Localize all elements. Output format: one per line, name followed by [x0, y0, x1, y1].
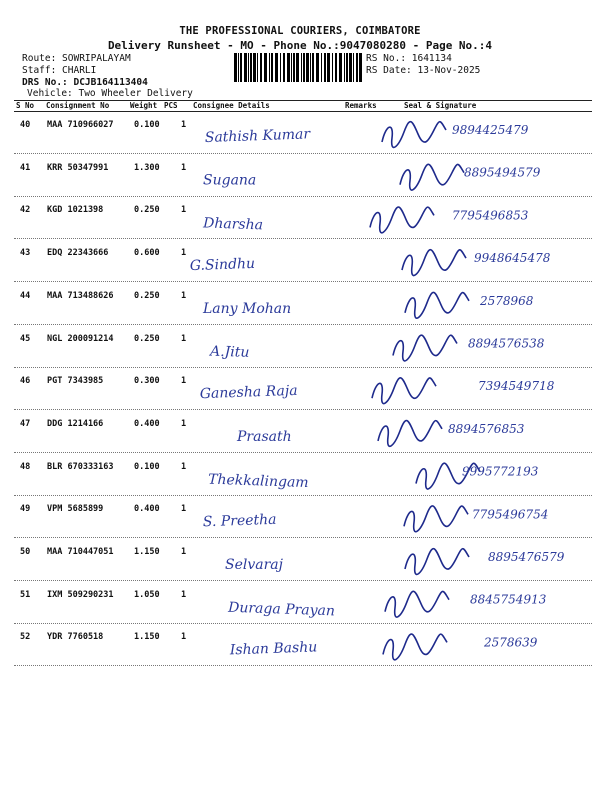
row-consignment-no: MAA 713488626	[47, 290, 114, 301]
drs-number: DRS No.: DCJB164113404	[22, 77, 148, 88]
signature-phone-number: 8894576853	[448, 421, 525, 436]
row-weight: 1.150	[134, 632, 160, 643]
row-pcs: 1	[181, 418, 187, 429]
signature-phone-number: 9995772193	[462, 464, 539, 479]
signature-phone-number: 2578968	[480, 293, 534, 308]
row-sno: 47	[20, 418, 31, 429]
signature-scribble	[400, 164, 464, 190]
row-pcs: 1	[181, 162, 187, 173]
signature-scribble	[372, 378, 436, 404]
row-sno: 49	[20, 504, 31, 515]
runsheet-subtitle: Delivery Runsheet - MO - Phone No.:9047080280 - Page No.:4	[107, 39, 493, 52]
row-sno: 46	[20, 376, 31, 387]
signature-scribble	[405, 292, 469, 318]
signature-phone-number: 8895476579	[488, 550, 565, 564]
row-consignment-no: IXM 509290231	[47, 589, 114, 600]
row-pcs: 1	[181, 120, 187, 130]
row-pcs: 1	[181, 205, 187, 216]
col-consignee: Consignee Details	[193, 101, 270, 110]
consignee-handwritten-name: Sugana	[203, 172, 257, 189]
consignee-handwritten-name: Sathish Kumar	[204, 126, 311, 146]
row-pcs: 1	[181, 589, 187, 600]
col-sno: S No	[16, 101, 35, 110]
row-pcs: 1	[181, 376, 187, 387]
row-sno: 51	[20, 589, 31, 600]
row-sno: 48	[20, 461, 31, 472]
route-label: Route: SOWRIPALAYAM	[22, 53, 131, 64]
row-consignment-no: KGD 1021398	[47, 205, 104, 216]
consignee-handwritten-name: Selvaraj	[225, 557, 283, 573]
row-pcs: 1	[181, 290, 187, 301]
row-weight: 0.250	[134, 290, 160, 301]
row-pcs: 1	[181, 461, 187, 472]
consignee-handwritten-name: Duraga Prayan	[227, 599, 336, 620]
row-pcs: 1	[181, 547, 187, 557]
signature-scribble	[405, 549, 469, 575]
row-consignment-no: KRR 50347991	[47, 162, 109, 173]
row-sno: 42	[20, 205, 31, 216]
consignee-handwritten-name: Dharsha	[202, 215, 264, 234]
rs-date: RS Date: 13-Nov-2025	[366, 65, 481, 76]
row-sno: 50	[20, 547, 31, 557]
signature-scribble	[378, 421, 442, 447]
row-sno: 45	[20, 333, 31, 344]
row-consignment-no: MAA 710966027	[47, 120, 114, 130]
consignee-handwritten-name: S. Preetha	[202, 511, 277, 531]
signature-phone-number: 9948645478	[474, 251, 551, 266]
signature-scribble	[402, 250, 466, 276]
row-consignment-no: VPM 5685899	[47, 504, 104, 515]
vehicle-label: Vehicle: Two Wheeler Delivery	[27, 88, 193, 99]
row-consignment-no: MAA 710447051	[47, 547, 114, 557]
signature-phone-number: 9894425479	[452, 123, 529, 137]
row-sno: 40	[20, 120, 31, 130]
row-weight: 0.400	[134, 504, 160, 515]
signature-scribble	[404, 506, 468, 532]
col-weight: Weight	[130, 101, 158, 110]
signature-phone-number: 7394549718	[478, 379, 555, 394]
consignee-handwritten-name: Ishan Bashu	[229, 639, 318, 659]
row-pcs: 1	[181, 248, 187, 259]
row-consignment-no: DDG 1214166	[47, 418, 104, 429]
row-consignment-no: NGL 200091214	[47, 333, 114, 344]
signature-scribble	[370, 207, 434, 233]
col-consignment: Consignment No	[46, 101, 110, 110]
signature-phone-number: 7795496853	[452, 208, 529, 223]
signature-phone-number: 8894576538	[468, 336, 545, 351]
row-weight: 0.400	[134, 418, 160, 429]
signature-phone-number: 8895494579	[464, 165, 541, 180]
row-sno: 44	[20, 290, 31, 301]
staff-label: Staff: CHARLI	[22, 65, 97, 76]
signature-scribble	[382, 122, 446, 148]
row-sno: 43	[20, 248, 31, 259]
col-remarks: Remarks	[345, 101, 377, 110]
row-pcs: 1	[181, 504, 187, 515]
consignee-handwritten-name: Lany Mohan	[203, 300, 292, 317]
col-seal-signature: Seal & Signature	[404, 101, 477, 110]
consignee-handwritten-name: Thekkalingam	[207, 471, 309, 492]
consignee-handwritten-name: G.Sindhu	[189, 255, 256, 275]
row-sno: 41	[20, 162, 31, 173]
row-weight: 1.150	[134, 547, 160, 557]
company-title: THE PROFESSIONAL COURIERS, COIMBATORE	[179, 25, 421, 37]
row-consignment-no: PGT 7343985	[47, 376, 104, 387]
signature-phone-number: 2578639	[484, 635, 538, 650]
row-weight: 0.250	[134, 333, 160, 344]
signature-scribble	[393, 335, 457, 361]
signature-phone-number: 8845754913	[470, 592, 547, 607]
row-weight: 0.250	[134, 205, 160, 216]
signature-phone-number: 7795496754	[472, 507, 549, 522]
row-weight: 0.300	[134, 376, 160, 387]
row-weight: 1.050	[134, 589, 160, 600]
row-consignment-no: YDR 7760518	[47, 632, 104, 643]
row-pcs: 1	[181, 632, 187, 643]
row-weight: 1.300	[134, 162, 160, 173]
signature-scribble	[385, 591, 449, 617]
consignee-handwritten-name: A.Jitu	[209, 343, 250, 361]
col-pcs: PCS	[164, 101, 178, 110]
consignee-handwritten-name: Prasath	[237, 428, 292, 445]
row-weight: 0.600	[134, 248, 160, 259]
rs-number: RS No.: 1641134	[366, 53, 452, 64]
consignee-handwritten-name: Ganesha Raja	[199, 382, 298, 403]
row-weight: 0.100	[134, 120, 160, 130]
signature-scribble	[383, 634, 447, 660]
row-consignment-no: EDQ 22343666	[47, 248, 109, 259]
row-pcs: 1	[181, 333, 187, 344]
row-sno: 52	[20, 632, 31, 643]
row-weight: 0.100	[134, 461, 160, 472]
row-consignment-no: BLR 670333163	[47, 461, 114, 472]
